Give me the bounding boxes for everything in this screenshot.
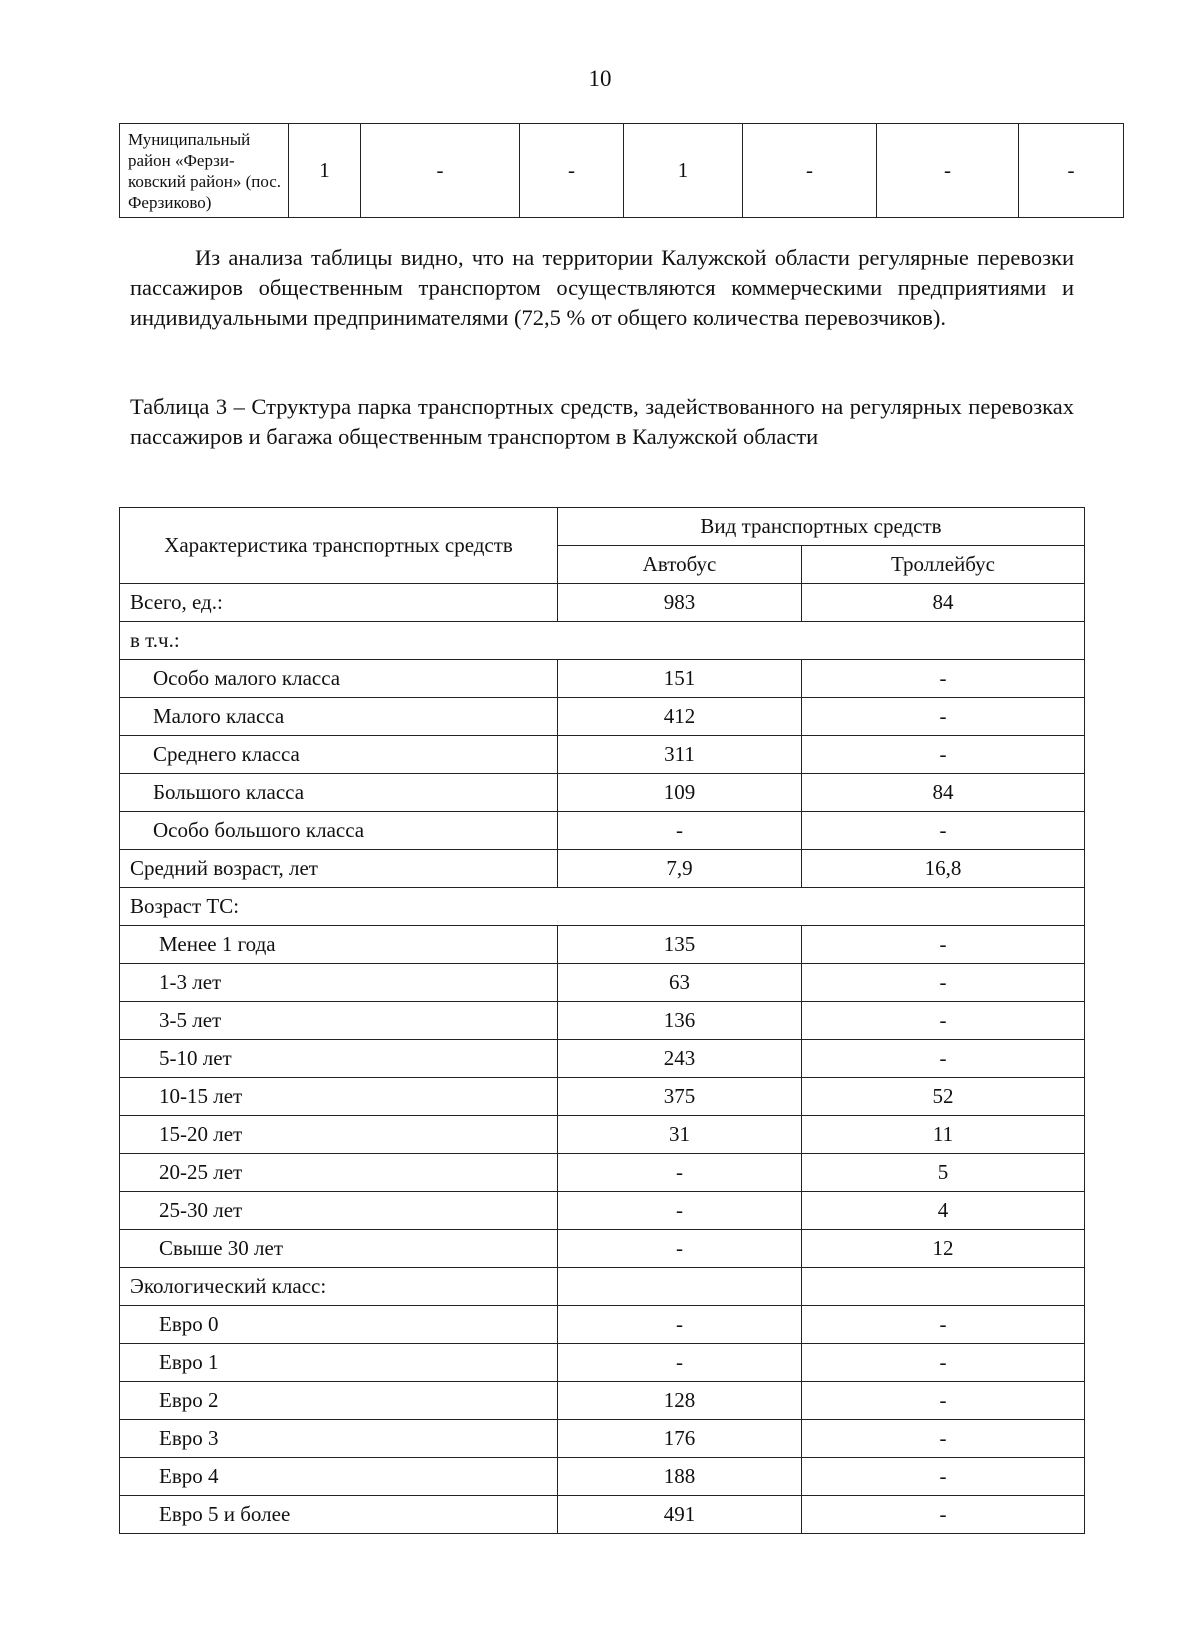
bus-value: 491: [558, 1496, 802, 1534]
row-label: Евро 3: [120, 1420, 558, 1458]
table-cell: -: [877, 124, 1019, 218]
table-row: [120, 1496, 1085, 1534]
section-label: в т.ч.:: [120, 622, 1085, 660]
table-cell: Муниципальный район «Ферзи-ковский район» (пос. Ферзиково): [120, 124, 289, 218]
trolleybus-value: -: [802, 1040, 1085, 1078]
bus-value: 7,9: [558, 850, 802, 888]
table-row: [120, 1268, 1085, 1306]
bus-value: -: [558, 1230, 802, 1268]
row-label: Большого класса: [120, 774, 558, 812]
table-row: [120, 1420, 1085, 1458]
trolleybus-value: -: [802, 1496, 1085, 1534]
trolleybus-value: 4: [802, 1192, 1085, 1230]
bus-value: 151: [558, 660, 802, 698]
row-label: Всего, ед.:: [120, 584, 558, 622]
bus-value: -: [558, 812, 802, 850]
table-row: [120, 584, 1085, 622]
bus-value: -: [558, 1306, 802, 1344]
header-vehicle-type: Вид транспортных средств: [558, 508, 1085, 546]
row-label: 1-3 лет: [120, 964, 558, 1002]
table-row: [120, 1382, 1085, 1420]
trolleybus-value: -: [802, 1002, 1085, 1040]
table-caption: Таблица 3 – Структура парка транспортных средств, задействованного на регулярных перевозках пассажиров и багажа общественным транспортом в Калужской области: [130, 394, 1074, 449]
header-characteristic: Характеристика транспортных средств: [120, 508, 558, 584]
row-label: Менее 1 года: [120, 926, 558, 964]
row-label: 15-20 лет: [120, 1116, 558, 1154]
bus-value: 128: [558, 1382, 802, 1420]
trolleybus-value: -: [802, 736, 1085, 774]
trolleybus-value: -: [802, 1344, 1085, 1382]
table-row: [120, 926, 1085, 964]
trolleybus-value: -: [802, 1420, 1085, 1458]
table-row: [120, 1154, 1085, 1192]
table-row: [120, 660, 1085, 698]
trolleybus-value: -: [802, 1306, 1085, 1344]
trolleybus-value: 16,8: [802, 850, 1085, 888]
bus-value: 188: [558, 1458, 802, 1496]
table-row: [120, 1116, 1085, 1154]
table-row: [120, 1230, 1085, 1268]
bus-value: -: [558, 1154, 802, 1192]
table-row: [120, 774, 1085, 812]
bus-value: 311: [558, 736, 802, 774]
row-label: 10-15 лет: [120, 1078, 558, 1116]
row-label: Особо малого класса: [120, 660, 558, 698]
table-cell: -: [361, 124, 520, 218]
row-label: Евро 2: [120, 1382, 558, 1420]
bus-value: 63: [558, 964, 802, 1002]
table-row: [120, 850, 1085, 888]
table-row: [120, 124, 1124, 218]
section-label: Возраст ТС:: [120, 888, 1085, 926]
previous-table-fragment: [119, 123, 1124, 218]
bus-value: [558, 1268, 802, 1306]
trolleybus-value: -: [802, 1458, 1085, 1496]
bus-value: 176: [558, 1420, 802, 1458]
table-row: [120, 888, 1085, 926]
table-row: [120, 964, 1085, 1002]
bus-value: 243: [558, 1040, 802, 1078]
table-header-row: [120, 508, 1085, 546]
trolleybus-value: -: [802, 1382, 1085, 1420]
row-label: Свыше 30 лет: [120, 1230, 558, 1268]
row-label: Евро 1: [120, 1344, 558, 1382]
trolleybus-value: -: [802, 660, 1085, 698]
header-trolleybus: Троллейбус: [802, 546, 1085, 584]
bus-value: -: [558, 1344, 802, 1382]
table-cell: -: [1019, 124, 1124, 218]
bus-value: 375: [558, 1078, 802, 1116]
table-row: [120, 812, 1085, 850]
trolleybus-value: -: [802, 812, 1085, 850]
bus-value: 135: [558, 926, 802, 964]
row-label: Евро 0: [120, 1306, 558, 1344]
table-row: [120, 1458, 1085, 1496]
trolleybus-value: -: [802, 926, 1085, 964]
fleet-structure-table: [119, 507, 1085, 1534]
row-label: Экологический класс:: [120, 1268, 558, 1306]
trolleybus-value: -: [802, 964, 1085, 1002]
table-row: [120, 698, 1085, 736]
trolleybus-value: -: [802, 698, 1085, 736]
table-row: [120, 1078, 1085, 1116]
table-row: [120, 736, 1085, 774]
row-label: Малого класса: [120, 698, 558, 736]
table-cell: -: [743, 124, 877, 218]
bus-value: 31: [558, 1116, 802, 1154]
row-label: 5-10 лет: [120, 1040, 558, 1078]
page-number: 10: [588, 66, 612, 91]
trolleybus-value: [802, 1268, 1085, 1306]
table-row: [120, 1192, 1085, 1230]
bus-value: 983: [558, 584, 802, 622]
trolleybus-value: 84: [802, 774, 1085, 812]
table-cell: -: [520, 124, 624, 218]
bus-value: 136: [558, 1002, 802, 1040]
table-row: [120, 1040, 1085, 1078]
row-label: Особо большого класса: [120, 812, 558, 850]
row-label: 25-30 лет: [120, 1192, 558, 1230]
table-row: [120, 1002, 1085, 1040]
trolleybus-value: 5: [802, 1154, 1085, 1192]
bus-value: 412: [558, 698, 802, 736]
table-cell: 1: [624, 124, 743, 218]
analysis-paragraph: Из анализа таблицы видно, что на территории Калужской области регулярные перевозки пассажиров общественным транспортом осуществляются коммерческими предприятиями и индивидуальными предпринимателями (72,5 % от общего количества перевозчиков).: [130, 245, 1074, 330]
header-bus: Автобус: [558, 546, 802, 584]
trolleybus-value: 11: [802, 1116, 1085, 1154]
row-label: 3-5 лет: [120, 1002, 558, 1040]
trolleybus-value: 84: [802, 584, 1085, 622]
table-row: [120, 1344, 1085, 1382]
row-label: 20-25 лет: [120, 1154, 558, 1192]
trolleybus-value: 12: [802, 1230, 1085, 1268]
table-row: [120, 1306, 1085, 1344]
table-cell: 1: [289, 124, 361, 218]
table-row: [120, 622, 1085, 660]
row-label: Средний возраст, лет: [120, 850, 558, 888]
row-label: Евро 4: [120, 1458, 558, 1496]
bus-value: 109: [558, 774, 802, 812]
row-label: Среднего класса: [120, 736, 558, 774]
bus-value: -: [558, 1192, 802, 1230]
row-label: Евро 5 и более: [120, 1496, 558, 1534]
trolleybus-value: 52: [802, 1078, 1085, 1116]
